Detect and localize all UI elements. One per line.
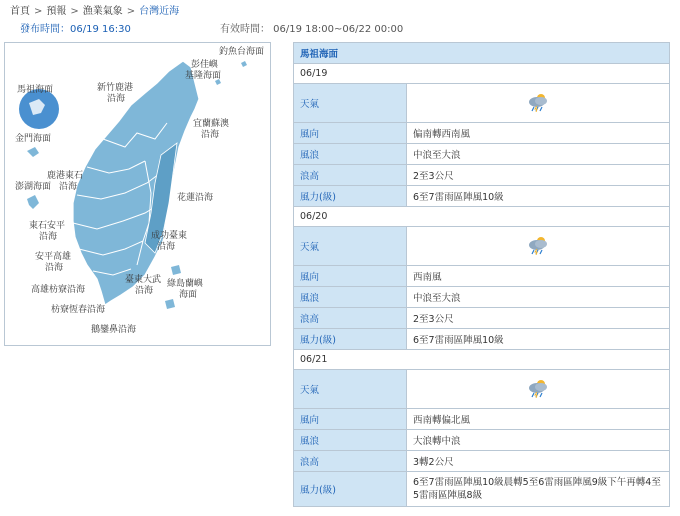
map-label-hualien[interactable]: 花蓮沿海 <box>177 193 214 203</box>
area-header-row <box>294 43 670 64</box>
weather-row <box>294 370 670 409</box>
row-value: 中浪至大浪 <box>407 144 670 165</box>
row-label: 風向 <box>294 409 407 430</box>
map-label-anping[interactable]: 安平高雄 <box>35 252 72 262</box>
map-label-matsu[interactable]: 馬祖海面 <box>17 85 54 95</box>
breadcrumb-separator: > <box>126 6 136 17</box>
map-label-greenisland-sea[interactable]: 海面 <box>179 290 198 300</box>
thunder-rain-cloud-icon <box>527 235 549 258</box>
penghu-island[interactable] <box>27 195 39 209</box>
breadcrumb-separator: > <box>70 6 79 17</box>
date-row <box>294 350 670 370</box>
kinmen-island[interactable] <box>27 147 39 157</box>
valid-time: 有效時間： 06/19 18:00~06/22 00:00 <box>220 24 404 35</box>
breadcrumb-fishery[interactable]: 漁業氣象 <box>82 6 123 17</box>
green-island[interactable] <box>171 265 181 275</box>
map-label-eluanbi[interactable]: 鵝鑾鼻沿海 <box>91 325 137 335</box>
row-value: 2至3公尺 <box>407 308 670 329</box>
row-label: 風浪 <box>294 144 407 165</box>
table-row <box>294 472 670 507</box>
date-row <box>294 64 670 84</box>
area-title: 馬祖海面 <box>294 43 670 64</box>
forecast-date: 06/21 <box>294 350 670 370</box>
map-label-yilan[interactable]: 宜蘭蘇澳 <box>193 119 230 129</box>
row-label: 浪高 <box>294 451 407 472</box>
forecast-date: 06/19 <box>294 64 670 84</box>
taiwan-island-shape[interactable] <box>73 61 199 305</box>
weather-row <box>294 84 670 123</box>
row-label: 風力(級) <box>294 186 407 207</box>
table-row <box>294 430 670 451</box>
row-value: 2至3公尺 <box>407 165 670 186</box>
row-value: 西南風 <box>407 266 670 287</box>
weather-row <box>294 227 670 266</box>
map-label-greenisland[interactable]: 綠島蘭嶼 <box>167 279 204 289</box>
map-label-taitung[interactable]: 臺東大武 <box>125 275 162 285</box>
weather-label: 天氣 <box>294 227 407 266</box>
table-row <box>294 266 670 287</box>
weather-cell <box>407 370 670 409</box>
breadcrumb <box>10 2 179 17</box>
map-label-pengjia[interactable]: 彭佳嶼 <box>191 60 219 70</box>
table-row <box>294 409 670 430</box>
table-row <box>294 451 670 472</box>
map-label-keelung[interactable]: 基隆海面 <box>185 71 222 81</box>
table-row <box>294 186 670 207</box>
map-label-lukang-coast[interactable]: 沿海 <box>59 182 78 192</box>
map-label-taitung-coast[interactable]: 沿海 <box>135 286 154 296</box>
row-label: 風力(級) <box>294 472 407 507</box>
table-row <box>294 165 670 186</box>
weather-cell <box>407 84 670 123</box>
orchid-island[interactable] <box>165 299 175 309</box>
row-value: 3轉2公尺 <box>407 451 670 472</box>
row-label: 風浪 <box>294 430 407 451</box>
sea-area-map <box>4 42 271 346</box>
row-label: 風向 <box>294 123 407 144</box>
row-value: 大浪轉中浪 <box>407 430 670 451</box>
forecast-date: 06/20 <box>294 207 670 227</box>
table-row <box>294 329 670 350</box>
row-value: 6至7雷雨區陣風10級 <box>407 186 670 207</box>
map-label-hsinchu[interactable]: 新竹鹿港 <box>97 83 134 93</box>
map-label-lukang[interactable]: 鹿港東石 <box>47 171 84 181</box>
row-value: 偏南轉西南風 <box>407 123 670 144</box>
map-label-chenggong-coast[interactable]: 沿海 <box>157 242 176 252</box>
weather-label: 天氣 <box>294 84 407 123</box>
forecast-table <box>293 42 670 507</box>
row-label: 風浪 <box>294 287 407 308</box>
map-label-chenggong[interactable]: 成功臺東 <box>151 231 188 241</box>
breadcrumb-current: 台灣近海 <box>139 6 180 17</box>
breadcrumb-forecast[interactable]: 預報 <box>46 6 67 17</box>
row-value: 中浪至大浪 <box>407 287 670 308</box>
weather-cell <box>407 227 670 266</box>
breadcrumb-separator: > <box>34 6 43 17</box>
map-label-diaoyutai[interactable]: 釣魚台海面 <box>219 47 265 57</box>
thunder-rain-cloud-icon <box>527 378 549 401</box>
date-row <box>294 207 670 227</box>
table-row <box>294 287 670 308</box>
map-label-penghu[interactable]: 澎湖海面 <box>15 182 52 192</box>
map-label-dongshi[interactable]: 東石安平 <box>29 221 66 231</box>
table-row <box>294 123 670 144</box>
row-label: 浪高 <box>294 308 407 329</box>
map-label-yilan-coast[interactable]: 沿海 <box>201 130 220 140</box>
map-label-fangliao[interactable]: 枋寮恆春沿海 <box>51 305 106 315</box>
row-label: 風力(級) <box>294 329 407 350</box>
table-row <box>294 144 670 165</box>
breadcrumb-home[interactable]: 首頁 <box>10 6 30 17</box>
table-row <box>294 308 670 329</box>
weather-label: 天氣 <box>294 370 407 409</box>
map-label-kinmen[interactable]: 金門海面 <box>15 134 52 144</box>
map-label-dongshi-coast[interactable]: 沿海 <box>39 232 58 242</box>
row-value: 西南轉偏北風 <box>407 409 670 430</box>
map-label-hsinchu-coast[interactable]: 沿海 <box>107 94 126 104</box>
row-value: 6至7雷雨區陣風10級 <box>407 329 670 350</box>
thunder-rain-cloud-icon <box>527 92 549 115</box>
issue-time: 發布時間：06/19 16:30 <box>20 24 131 35</box>
row-label: 浪高 <box>294 165 407 186</box>
map-label-kaohsiung[interactable]: 高雄枋寮沿海 <box>31 285 86 295</box>
row-label: 風向 <box>294 266 407 287</box>
row-value: 6至7雷雨區陣風10級晨轉5至6雷雨區陣風9級下午再轉4至5雷雨區陣風8級 <box>407 472 670 507</box>
map-label-anping-coast[interactable]: 沿海 <box>45 263 64 273</box>
